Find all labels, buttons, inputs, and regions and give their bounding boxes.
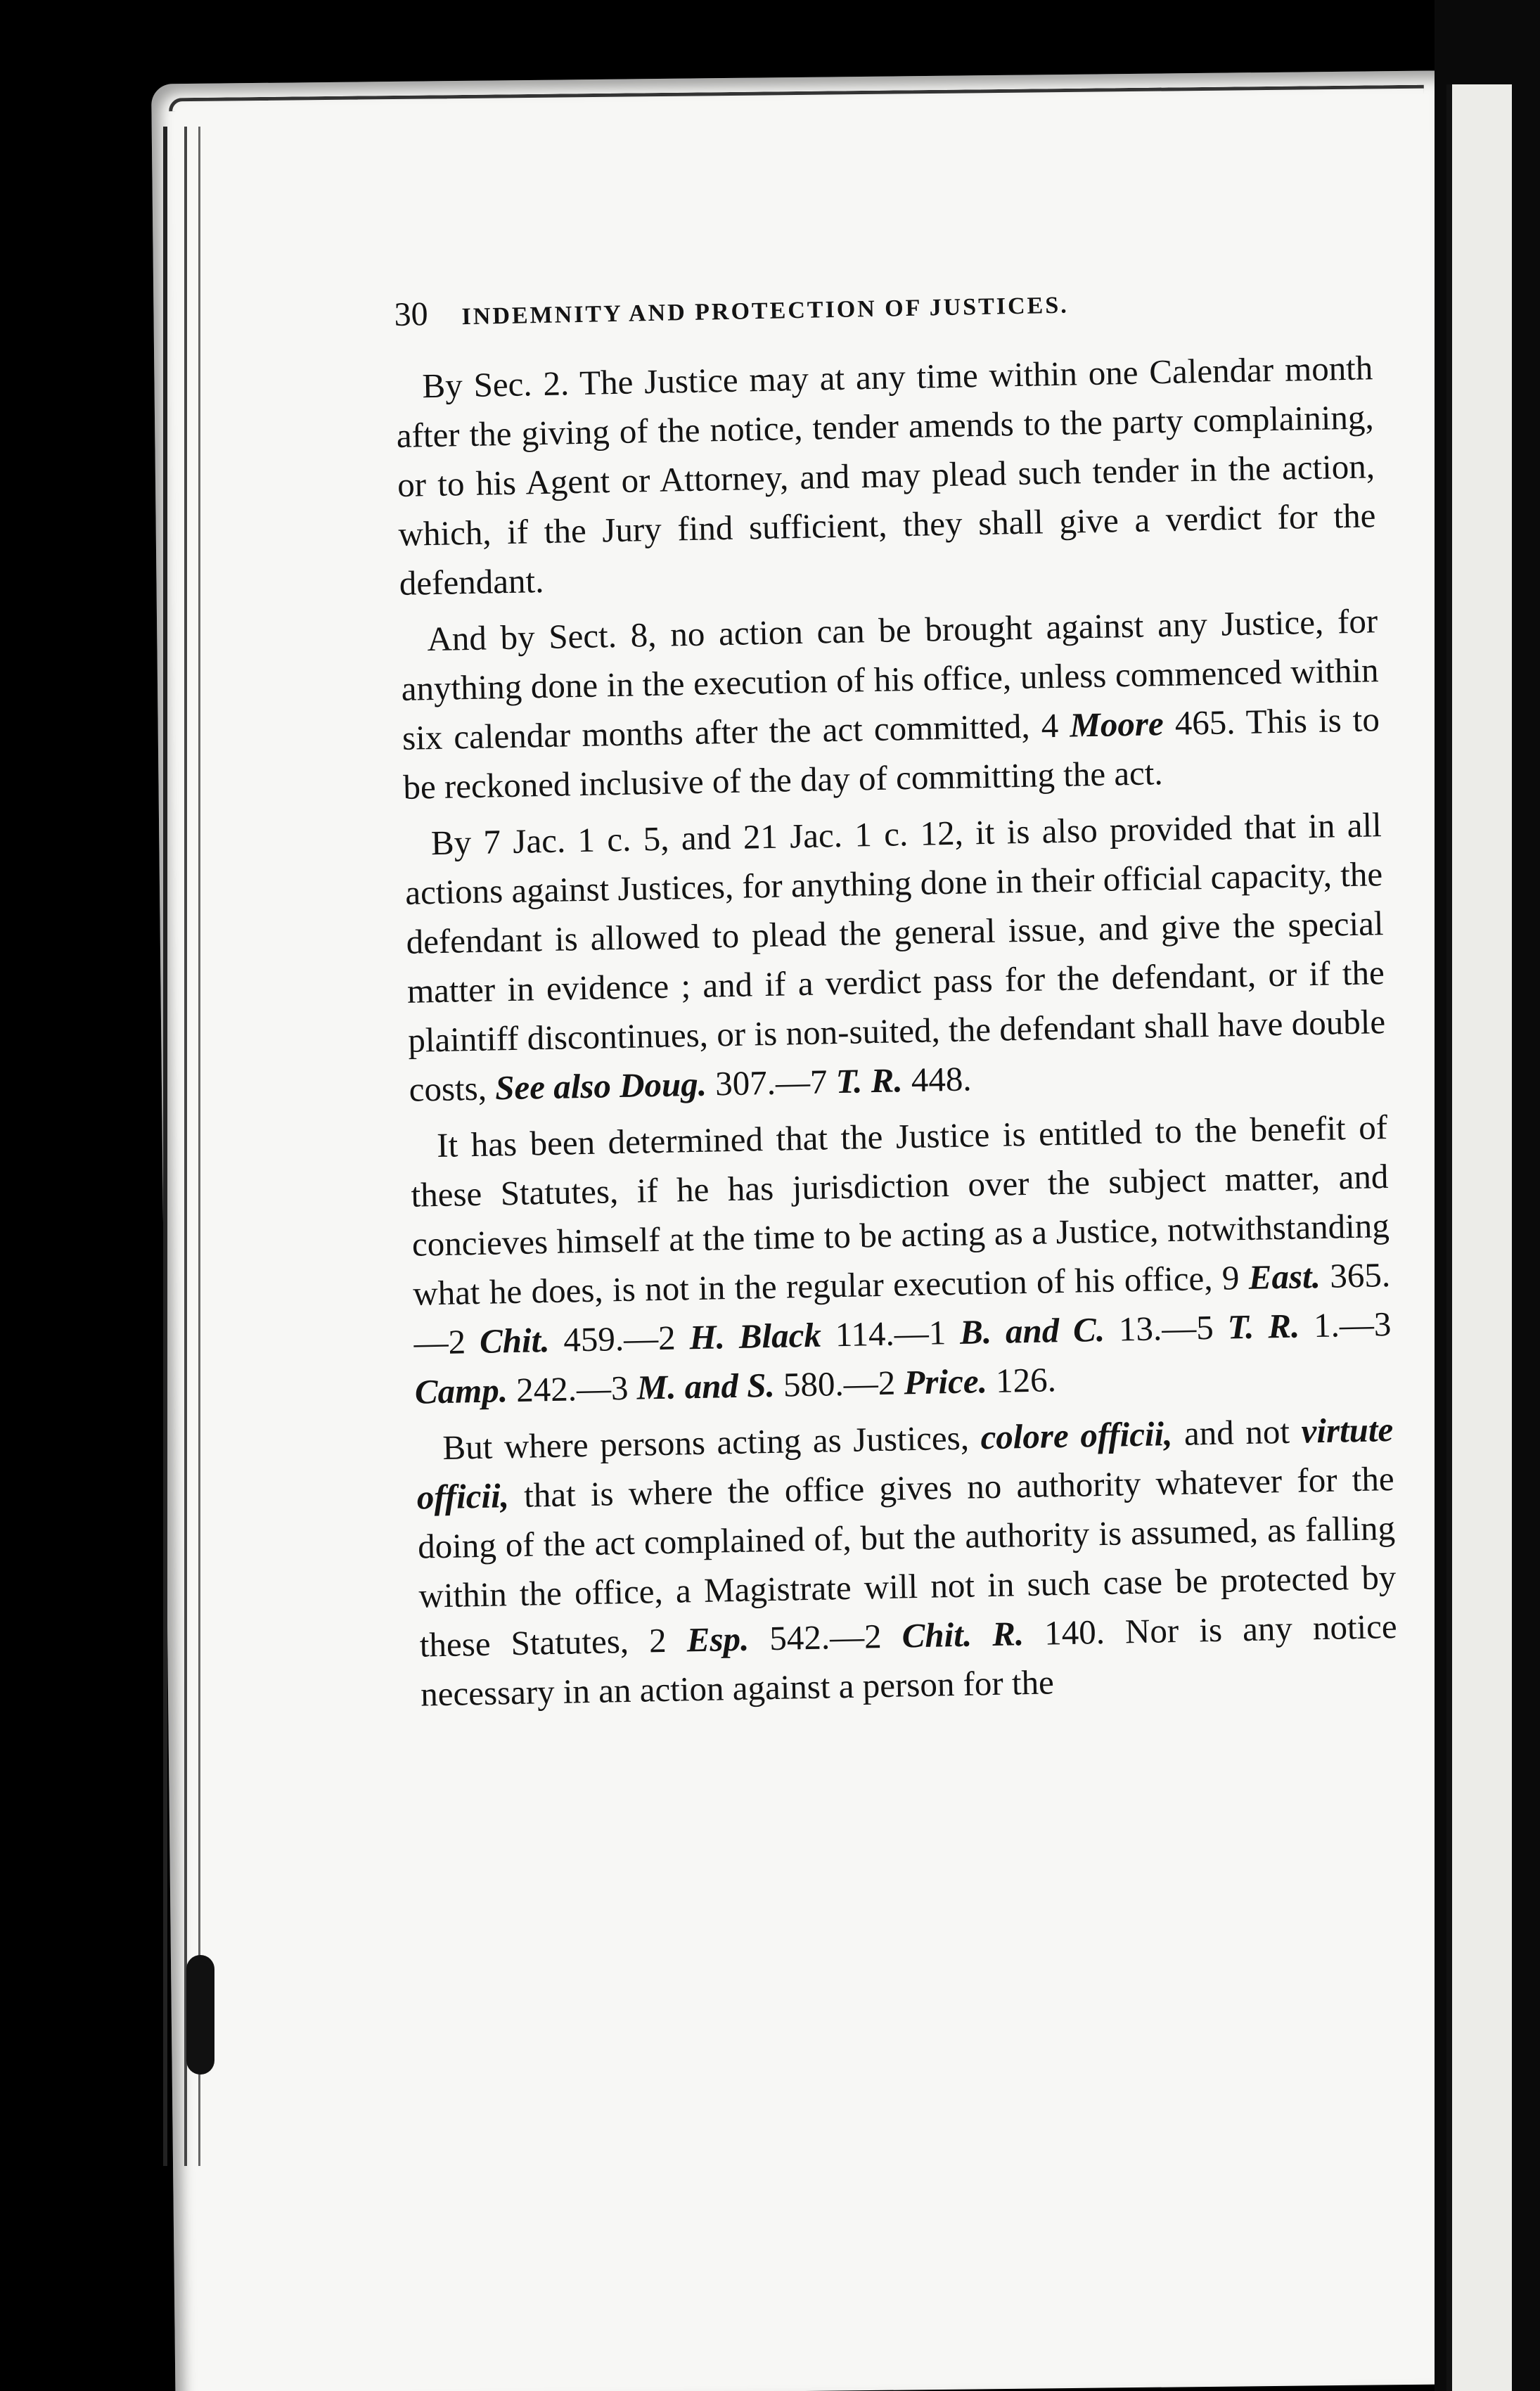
text-run: By 7 Jac. 1 c. 5, and 21 Jac. 1 c. 12, it is also provided that in all actions against Justices, for anything done in their official capacity, the defendant is allowed to plead the general issue, and give the special matter in evidence ; and if a verdict pass for the defendant, or if the plaintiff discontinues, or is non-suited, the defendant shall have double costs,: [404, 805, 1386, 1109]
text-run: 140. Nor is any notice necessary in an action against a person for the: [420, 1606, 1398, 1714]
paragraph: [400, 596, 1381, 812]
paragraph: [404, 800, 1387, 1115]
leaf-edge-line: [163, 127, 167, 2166]
citation-italic: Chit.: [479, 1321, 550, 1361]
text-run: 542.—2: [748, 1616, 903, 1658]
citation-italic: colore officii,: [980, 1414, 1173, 1457]
citation-italic: virtute officii,: [416, 1410, 1394, 1517]
paragraph: [416, 1405, 1399, 1719]
citation-italic: B. and C.: [959, 1309, 1105, 1352]
citation-italic: Price.: [903, 1361, 988, 1402]
leaf-edge-line: [198, 127, 200, 2166]
page-number: 30: [394, 295, 429, 333]
citation-italic: East.: [1248, 1256, 1321, 1297]
body-text: [395, 343, 1399, 1719]
text-run: 13.—5: [1104, 1307, 1228, 1349]
text-run: 242.—3: [507, 1368, 638, 1410]
binding-shadow: [0, 0, 141, 2391]
leaf-edge-line: [184, 127, 187, 2166]
text-run: 465. This is to be reckoned inclusive of the day of committing the act.: [402, 700, 1380, 807]
next-page-edge: [1446, 84, 1512, 2391]
text-run: It has been determined that the Justice is entitled to the benefit of these Statutes, if he has jurisdiction over the subject matter, and concieves himself at the time to be acting as a Justice, notwithstanding what he does, is not in the regular execution of his office, 9: [411, 1108, 1390, 1313]
running-head-title: INDEMNITY AND PROTECTION OF JUSTICES.: [461, 292, 1070, 331]
paragraph: [395, 343, 1377, 608]
text-run: 365.—2: [413, 1255, 1391, 1362]
citation-italic: Camp.: [414, 1371, 508, 1411]
text-run: that is where the office gives no authority whatever for the doing of the act complained of, but the authority is assumed, as falling within the office, a Magistrate will not in such case be protected by these Statutes, 2: [417, 1459, 1397, 1665]
citation-italic: See also Doug.: [494, 1064, 707, 1108]
text-run: 580.—2: [774, 1363, 904, 1404]
text-run: 448.: [901, 1059, 973, 1100]
ink-smudge: [186, 1955, 214, 2075]
citation-italic: Chit. R.: [901, 1614, 1025, 1655]
text-run: 1.—3: [1299, 1305, 1392, 1345]
text-run: But where persons acting as Justices,: [442, 1418, 982, 1467]
citation-italic: H. Black: [688, 1315, 822, 1357]
paragraph: [410, 1103, 1393, 1417]
text-run: 459.—2: [548, 1318, 691, 1360]
text-run: 307.—7: [706, 1062, 837, 1103]
citation-italic: Esp.: [686, 1619, 750, 1660]
citation-italic: M. and S.: [636, 1365, 776, 1407]
text-run: And by Sect. 8, no action can be brought against any Justice, for anything done in the execution of his office, unless commenced within six calendar months after the act committed, 4: [401, 601, 1380, 757]
citation-italic: Moore: [1069, 704, 1164, 745]
text-run: 126.: [987, 1360, 1057, 1401]
text-block: [394, 276, 1399, 1719]
citation-italic: T. R.: [835, 1060, 904, 1101]
text-run: By Sec. 2. The Justice may at any time within one Calendar month after the giving of the notice, tender amends to the party complaining, or to his Agent or Attorney, and may plead such tender in the action, which, if the Jury find sufficient, they shall give a verdict for the defendant.: [396, 348, 1376, 603]
text-run: 114.—1: [821, 1312, 961, 1354]
text-run: and not: [1172, 1411, 1302, 1454]
citation-italic: T. R.: [1227, 1306, 1300, 1347]
